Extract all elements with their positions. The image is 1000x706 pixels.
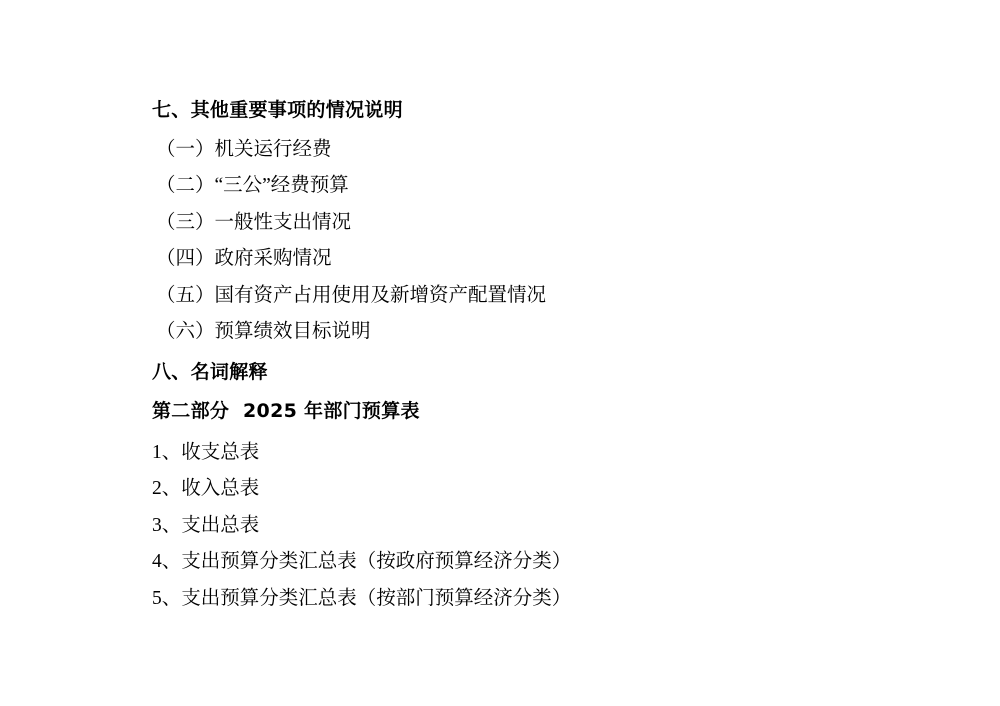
list-item-general-expenditure: （三）一般性支出情况 <box>156 211 352 233</box>
section-heading-eight: 八、名词解释 <box>152 360 268 383</box>
section-heading-part-two: 第二部分 2025 年部门预算表 <box>152 400 420 422</box>
list-item-expenditure-by-government-classification: 4、支出预算分类汇总表（按政府预算经济分类） <box>152 551 572 572</box>
list-item-organ-operating-expenses: （一）机关运行经费 <box>156 138 332 160</box>
section-heading-seven: 七、其他重要事项的情况说明 <box>152 99 403 121</box>
list-item-state-assets: （五）国有资产占用使用及新增资产配置情况 <box>156 284 547 306</box>
list-item-revenue-expenditure-summary: 1、收支总表 <box>152 441 260 463</box>
list-item-expenditure-by-department-classification: 5、支出预算分类汇总表（按部门预算经济分类） <box>152 587 572 609</box>
list-item-government-procurement: （四）政府采购情况 <box>156 248 332 269</box>
document-body <box>152 92 852 617</box>
list-item-three-public-budget: （二）“三公”经费预算 <box>156 175 349 196</box>
list-item-budget-performance-goals: （六）预算绩效目标说明 <box>156 321 371 342</box>
list-item-revenue-summary: 2、收入总表 <box>152 478 260 499</box>
list-item-expenditure-summary: 3、支出总表 <box>152 514 260 536</box>
